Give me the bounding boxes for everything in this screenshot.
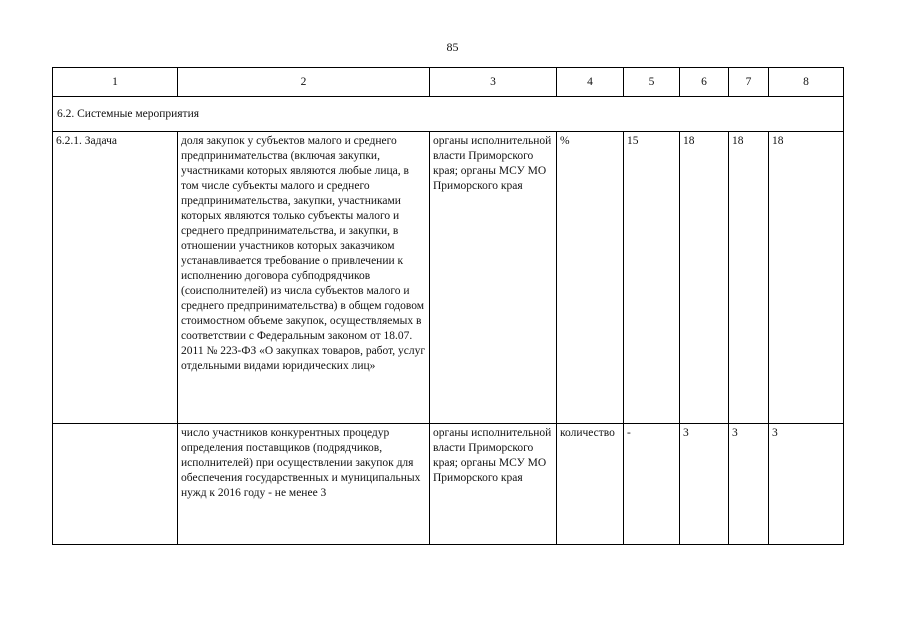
unit-cell: % [557, 132, 624, 424]
header-cell: 2 [178, 68, 430, 97]
header-cell: 5 [624, 68, 680, 97]
page-number: 85 [446, 40, 459, 54]
value-cell: 18 [680, 132, 729, 424]
table-row [53, 424, 844, 545]
header-cell: 1 [53, 68, 178, 97]
header-cell: 8 [769, 68, 844, 97]
header-row [53, 68, 844, 97]
responsible-cell: органы исполнительной власти Приморского края; органы МСУ МО Приморского края [430, 132, 557, 424]
section-row [53, 97, 844, 132]
value-cell: 18 [769, 132, 844, 424]
value-cell: 18 [729, 132, 769, 424]
measures-table [52, 67, 844, 545]
header-cell: 4 [557, 68, 624, 97]
indicator-cell: число участников конкурентных процедур определения поставщиков (подрядчиков, исполнителей) при осуществлении закупок для обеспечения государственных и муниципальных нужд к 2016 году - не менее 3 [178, 424, 430, 545]
value-cell: 3 [769, 424, 844, 545]
task-cell [53, 424, 178, 545]
value-cell: 3 [729, 424, 769, 545]
value-cell: 15 [624, 132, 680, 424]
indicator-cell: доля закупок у субъектов малого и среднего предпринимательства (включая закупки, участниками которых являются любые лица, в том числе субъекты малого и среднего предпринимательства, закупки, участниками которых являются только субъекты малого и среднего предпринимательства, и закупки, в отношении участников которых заказчиком устанавливается требование о привлечении к исполнению договора субподрядчиков (соисполнителей) из числа субъектов малого и среднего предпринимательства) в общем годовом стоимостном объеме закупок, осуществляемых в соответствии с Федеральным законом от 18.07. 2011 № 223-ФЗ «О закупках товаров, работ, услуг отдельными видами юридических лиц» [178, 132, 430, 424]
header-cell: 3 [430, 68, 557, 97]
table-row [53, 132, 844, 424]
responsible-cell: органы исполнительной власти Приморского края; органы МСУ МО Приморского края [430, 424, 557, 545]
header-cell: 6 [680, 68, 729, 97]
header-cell: 7 [729, 68, 769, 97]
task-cell: 6.2.1. Задача [53, 132, 178, 424]
section-title: 6.2. Системные мероприятия [53, 97, 844, 132]
value-cell: - [624, 424, 680, 545]
unit-cell: количество [557, 424, 624, 545]
value-cell: 3 [680, 424, 729, 545]
